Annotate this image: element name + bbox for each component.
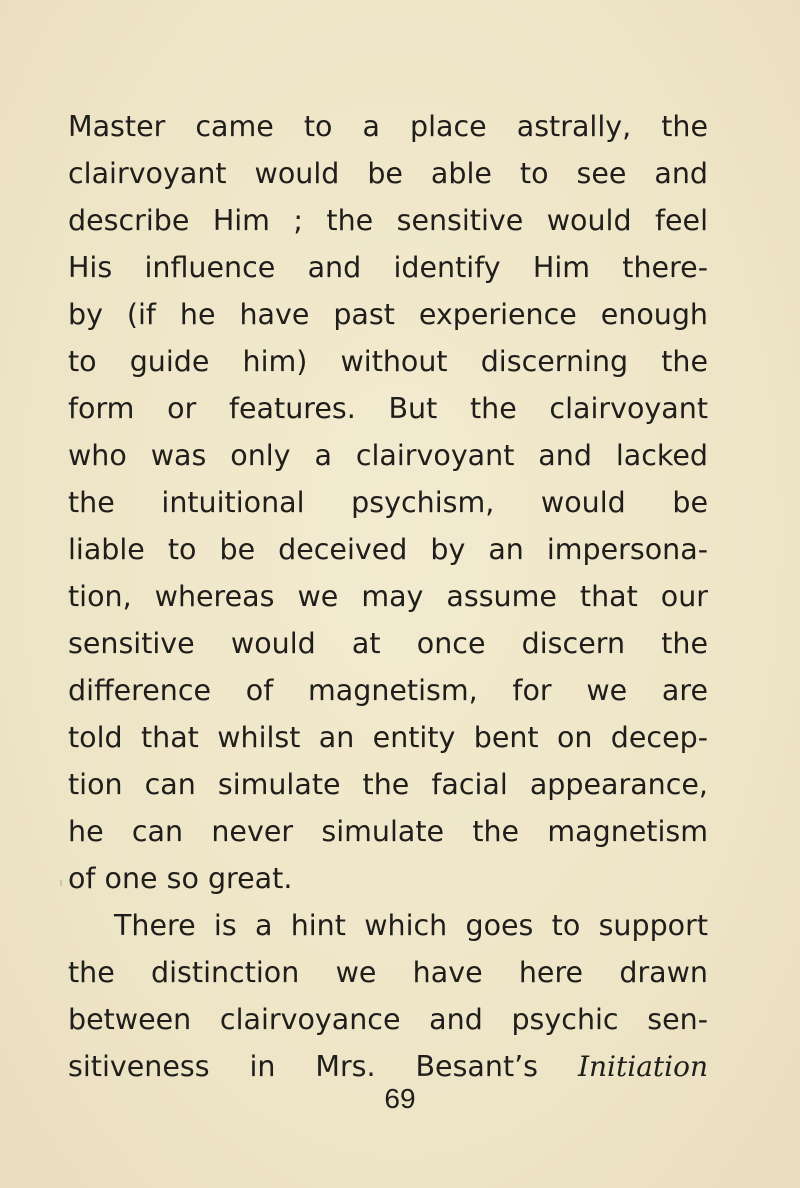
text-line: His influence and identify Him there- [68, 251, 708, 284]
text-line: form or features. But the clairvoyant [68, 392, 708, 425]
text-line: he can never simulate the magnetism [68, 815, 708, 848]
text-line: sensitive would at once discern the [68, 627, 708, 660]
text-line: tion can simulate the facial appearance, [68, 768, 708, 801]
page-number: 69 [384, 1083, 416, 1114]
text-line: the distinction we have here drawn [68, 956, 708, 989]
text-line: difference of magnetism, for we are [68, 674, 708, 707]
text-line: who was only a clairvoyant and lacked [68, 439, 708, 472]
paragraph-start-line: There is a hint which goes to support [114, 909, 708, 942]
body-text [68, 103, 708, 1090]
text-line: told that whilst an entity bent on decep- [68, 721, 708, 754]
final-line-text: sitiveness in Mrs. Besant’s [68, 1050, 539, 1083]
text-line: between clairvoyance and psychic sen- [68, 1003, 708, 1036]
book-title: Initiation [577, 1050, 708, 1083]
text-line: to guide him) without discerning the [68, 345, 708, 378]
text-line: tion, whereas we may assume that our [68, 580, 708, 613]
paper-speck [60, 880, 62, 886]
text-line: liable to be deceived by an impersona- [68, 533, 708, 566]
paragraph-end-line: of one so great. [68, 862, 293, 895]
text-line: describe Him ; the sensitive would feel [68, 204, 708, 237]
text-line: the intuitional psychism, would be [68, 486, 708, 519]
text-line: by (if he have past experience enough [68, 298, 708, 331]
text-line: Master came to a place astrally, the [68, 110, 708, 143]
text-line: clairvoyant would be able to see and [68, 157, 708, 190]
